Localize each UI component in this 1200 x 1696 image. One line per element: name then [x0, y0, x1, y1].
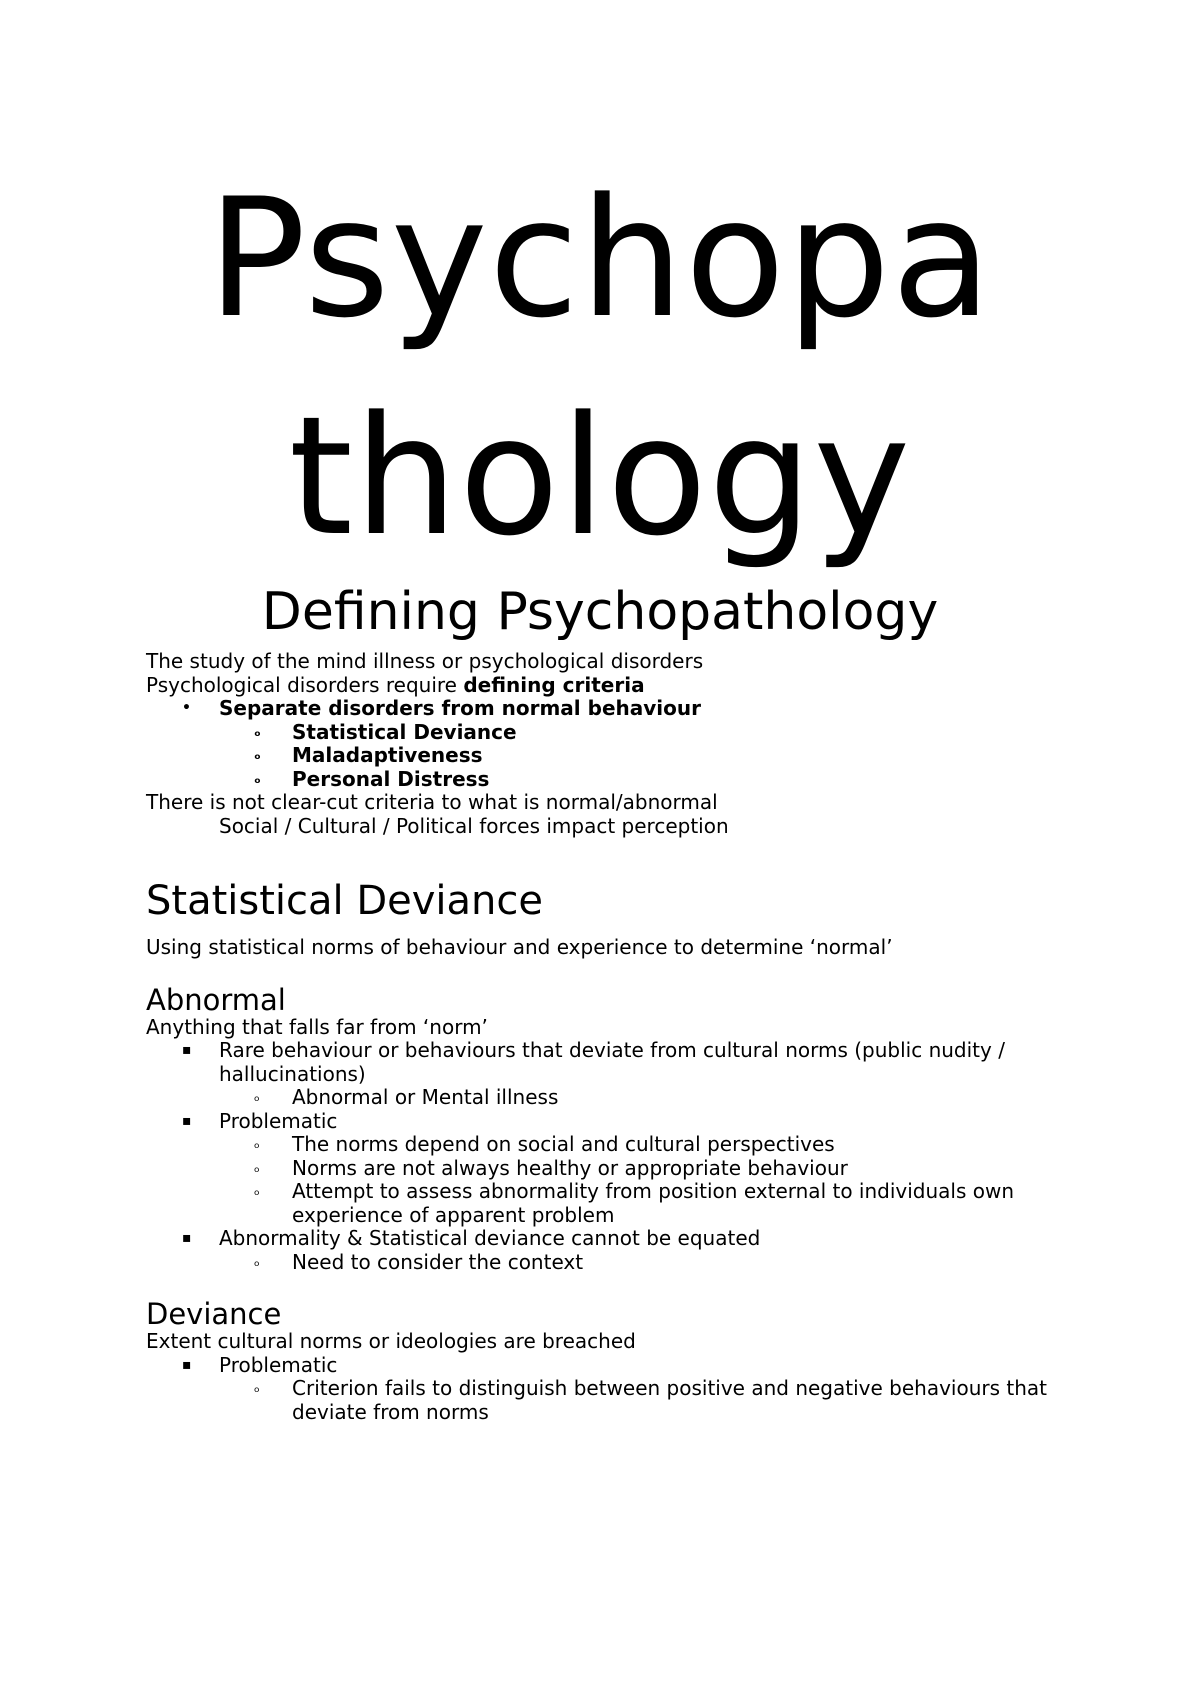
- intro-line-criteria: [146, 674, 1066, 698]
- circle-bullet-icon: ₒ: [254, 1089, 260, 1105]
- circle-bullet-icon: ₒ: [254, 1136, 260, 1152]
- list-item: [146, 1354, 1066, 1378]
- paragraph: Using statistical norms of behaviour and experience to determine ‘normal’: [146, 935, 893, 959]
- square-bullet-icon: ▪: [182, 1356, 192, 1373]
- list-item-text: Personal Distress: [292, 766, 490, 791]
- square-bullet-icon: ▪: [182, 1112, 192, 1129]
- square-bullet-icon: ▪: [182, 1230, 192, 1246]
- paragraph: Anything that falls far from ‘norm’: [146, 1014, 488, 1039]
- list-item: [146, 1133, 1066, 1157]
- list-item: [146, 1377, 1066, 1424]
- list-item: [146, 1086, 1066, 1110]
- intro-line-indented: Social / Cultural / Political forces impact perception: [219, 813, 729, 838]
- list-item: [146, 744, 1066, 768]
- section-heading-statistical-deviance: Statistical Deviance: [146, 878, 544, 924]
- intro-line: The study of the mind illness or psychological disorders: [146, 649, 704, 673]
- list-item-text: Norms are not always healthy or appropriate behaviour: [292, 1155, 848, 1180]
- document-title: Psychopa thology: [207, 163, 993, 572]
- list-item: [146, 1039, 1066, 1086]
- list-item: [146, 1157, 1066, 1181]
- section-heading-defining: Defining Psychopathology: [261, 582, 939, 642]
- circle-bullet-icon: ₒ: [254, 1253, 260, 1270]
- circle-bullet-icon: ₒ: [254, 747, 261, 763]
- list-item: [146, 721, 1066, 745]
- circle-bullet-icon: ₒ: [254, 1380, 260, 1396]
- list-item-text: Separate disorders from normal behaviour: [219, 696, 701, 720]
- list-item: [146, 1251, 1066, 1275]
- bullet-icon: •: [182, 700, 191, 716]
- list-item: [146, 697, 1066, 721]
- list-item: [146, 1110, 1066, 1134]
- list-item-text: Problematic: [219, 1352, 338, 1377]
- list-item-text: Abnormal or Mental illness: [292, 1085, 559, 1109]
- list-item-text: Abnormality & Statistical deviance cannot be equated: [219, 1226, 761, 1250]
- circle-bullet-icon: ₒ: [254, 770, 261, 787]
- circle-bullet-icon: ₒ: [254, 723, 261, 740]
- circle-bullet-icon: ₒ: [254, 1159, 260, 1176]
- intro-text: Psychological disorders require: [146, 672, 464, 697]
- circle-bullet-icon: ₒ: [254, 1183, 260, 1199]
- paragraph: Extent cultural norms or ideologies are breached: [146, 1329, 636, 1353]
- intro-line: There is not clear-cut criteria to what is normal/abnormal: [146, 790, 718, 814]
- document-body: [146, 650, 1066, 1424]
- square-bullet-icon: ▪: [182, 1042, 192, 1058]
- subsection-heading-deviance: Deviance: [146, 1297, 282, 1331]
- list-item-text: The norms depend on social and cultural perspectives: [292, 1132, 835, 1156]
- list-item-text: Problematic: [219, 1108, 338, 1133]
- list-item-text: Maladaptiveness: [292, 743, 483, 767]
- list-item-text: Attempt to assess abnormality from position external to individuals own experience of apparent problem: [292, 1179, 1015, 1227]
- intro-bold-text: defining criteria: [463, 672, 645, 697]
- list-item: [146, 1180, 1066, 1227]
- list-item-text: Need to consider the context: [292, 1249, 584, 1274]
- list-item: [146, 1227, 1066, 1251]
- list-item: [146, 768, 1066, 792]
- list-item-text: Rare behaviour or behaviours that deviate from cultural norms (public nudity / hallucinations): [219, 1038, 1005, 1086]
- list-item-text: Statistical Deviance: [292, 719, 517, 744]
- subsection-heading-abnormal: Abnormal: [146, 982, 286, 1017]
- list-item-text: Criterion fails to distinguish between positive and negative behaviours that deviate from norms: [292, 1376, 1047, 1424]
